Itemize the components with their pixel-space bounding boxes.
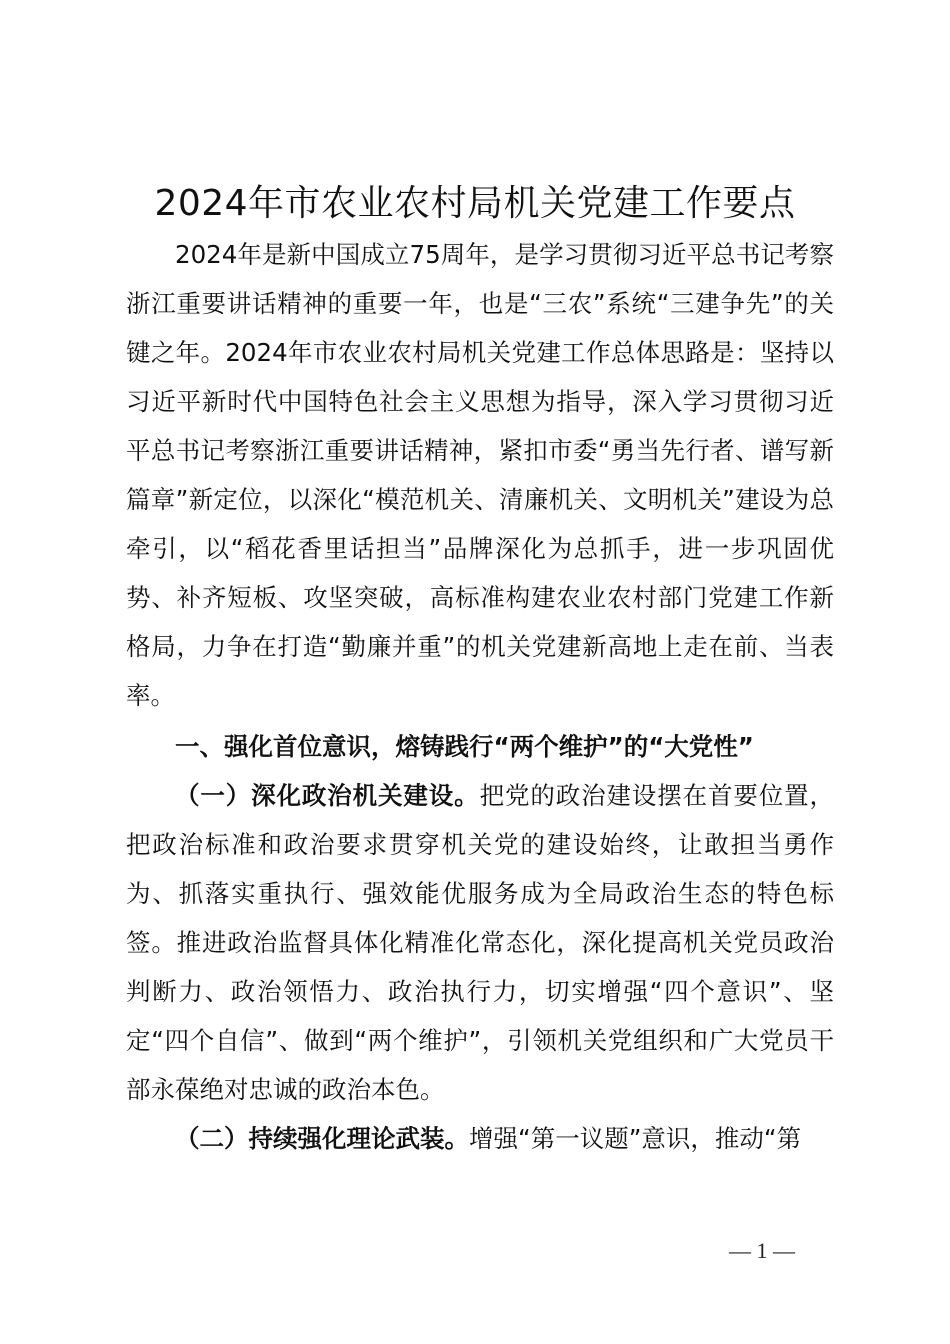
item-text-2: 增强“第一议题”意识，推动“第 (469, 1124, 802, 1153)
section-heading-1: 一、强化首位意识，熔铸践行“两个维护”的“大党性” (175, 732, 754, 761)
page-number: — 1 — (729, 1238, 795, 1263)
item-paragraph-2 (126, 1114, 834, 1163)
item-paragraph-1 (126, 771, 834, 1114)
document-title: 2024年市农业农村局机关党建工作要点 (154, 183, 796, 224)
document-body (126, 230, 834, 1163)
item-lead-2: （二）持续强化理论武装。 (175, 1124, 469, 1153)
intro-paragraph: 2024年是新中国成立75周年，是学习贯彻习近平总书记考察浙江重要讲话精神的重要一年，也是“三农”系统“三建争先”的关键之年。2024年市农业农村局机关党建工作总体思路是：坚持以习近平新时代中国特色社会主义思想为指导，深入学习贯彻习近平总书记考察浙江重要讲话精神，紧扣市委“勇当先行者、谱写新篇章”新定位，以深化“模范机关、清廉机关、文明机关”建设为总牵引，以“稻花香里话担当”品牌深化为总抓手，进一步巩固优势、补齐短板、攻坚突破，高标准构建农业农村部门党建工作新格局，力争在打造“勤廉并重”的机关党建新高地上走在前、当表率。 (126, 240, 834, 710)
item-text-1: 把党的政治建设摆在首要位置，把政治标准和政治要求贯穿机关党的建设始终，让敢担当勇作为、抓落实重执行、强效能优服务成为全局政治生态的特色标签。推进政治监督具体化精准化常态化，深化提高机关党员政治判断力、政治领悟力、政治执行力，切实增强“四个意识”、坚定“四个自信”、做到“两个维护”，引领机关党组织和广大党员干部永葆绝对忠诚的政治本色。 (126, 781, 835, 1104)
item-lead-1: （一）深化政治机关建设。 (175, 781, 480, 810)
